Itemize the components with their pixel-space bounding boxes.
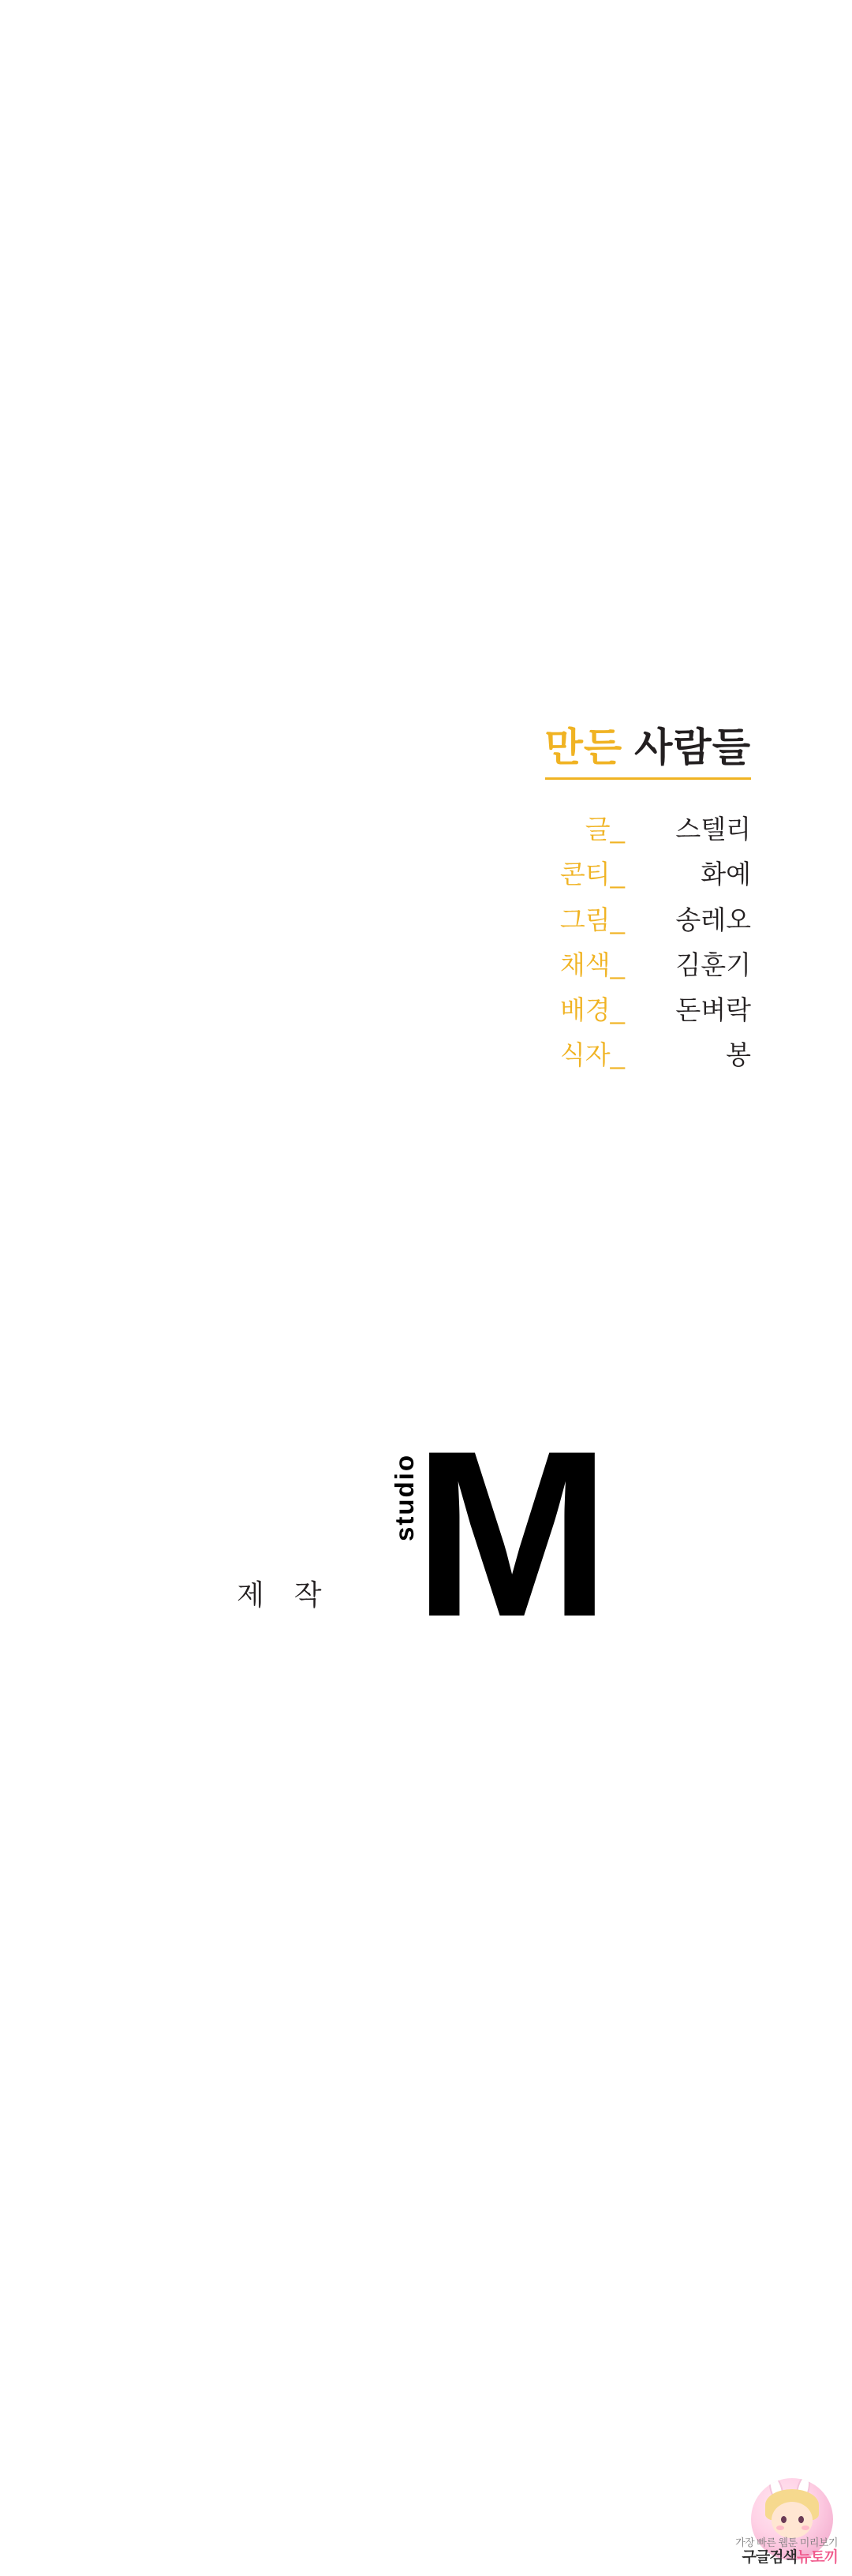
credit-role: 그림_ <box>559 904 625 934</box>
watermark <box>691 2475 838 2568</box>
studio-label: 제 작 <box>237 1578 333 1611</box>
credit-row <box>0 1039 751 1071</box>
cheek-right <box>802 2525 809 2530</box>
credits-block <box>0 726 852 1084</box>
credit-name: 돈벼락 <box>675 995 751 1024</box>
credit-rows <box>0 813 751 1072</box>
studio-logo-word: studio <box>390 1454 419 1541</box>
watermark-line-2-accent: 뉴토끼 <box>796 2548 838 2566</box>
credit-row <box>0 858 751 890</box>
studio-logo <box>390 1401 607 1693</box>
watermark-line-2 <box>691 2549 838 2567</box>
credits-title-highlight: 만든 <box>544 725 623 769</box>
watermark-line-1: 가장 빠른 웹툰 미리보기 <box>735 2537 838 2549</box>
credits-title-rest: 사람들 <box>622 725 751 769</box>
credit-name: 스텔리 <box>675 814 751 844</box>
eye-right-icon <box>798 2516 804 2523</box>
watermark-line-2-prefix: 구글검색 <box>742 2548 797 2566</box>
credit-name: 김훈기 <box>675 949 751 979</box>
credit-role: 글_ <box>585 814 625 844</box>
watermark-text <box>691 2537 838 2567</box>
credit-name: 송레오 <box>675 904 751 934</box>
credit-name: 봉 <box>726 1040 751 1070</box>
credit-row <box>0 949 751 981</box>
eye-left-icon <box>781 2516 787 2523</box>
credit-row <box>0 813 751 845</box>
studio-logo-letter: M <box>413 1401 604 1666</box>
credit-row <box>0 994 751 1026</box>
credit-row <box>0 904 751 936</box>
credit-role: 식자_ <box>559 1040 625 1070</box>
credit-role: 채색_ <box>559 949 625 979</box>
credits-title <box>545 726 751 780</box>
cheek-left <box>776 2525 784 2530</box>
credit-role: 콘티_ <box>559 859 625 889</box>
credit-role: 배경_ <box>559 995 625 1024</box>
credit-name: 화예 <box>701 859 751 889</box>
studio-block <box>0 1401 852 1709</box>
face-shape <box>772 2502 813 2538</box>
